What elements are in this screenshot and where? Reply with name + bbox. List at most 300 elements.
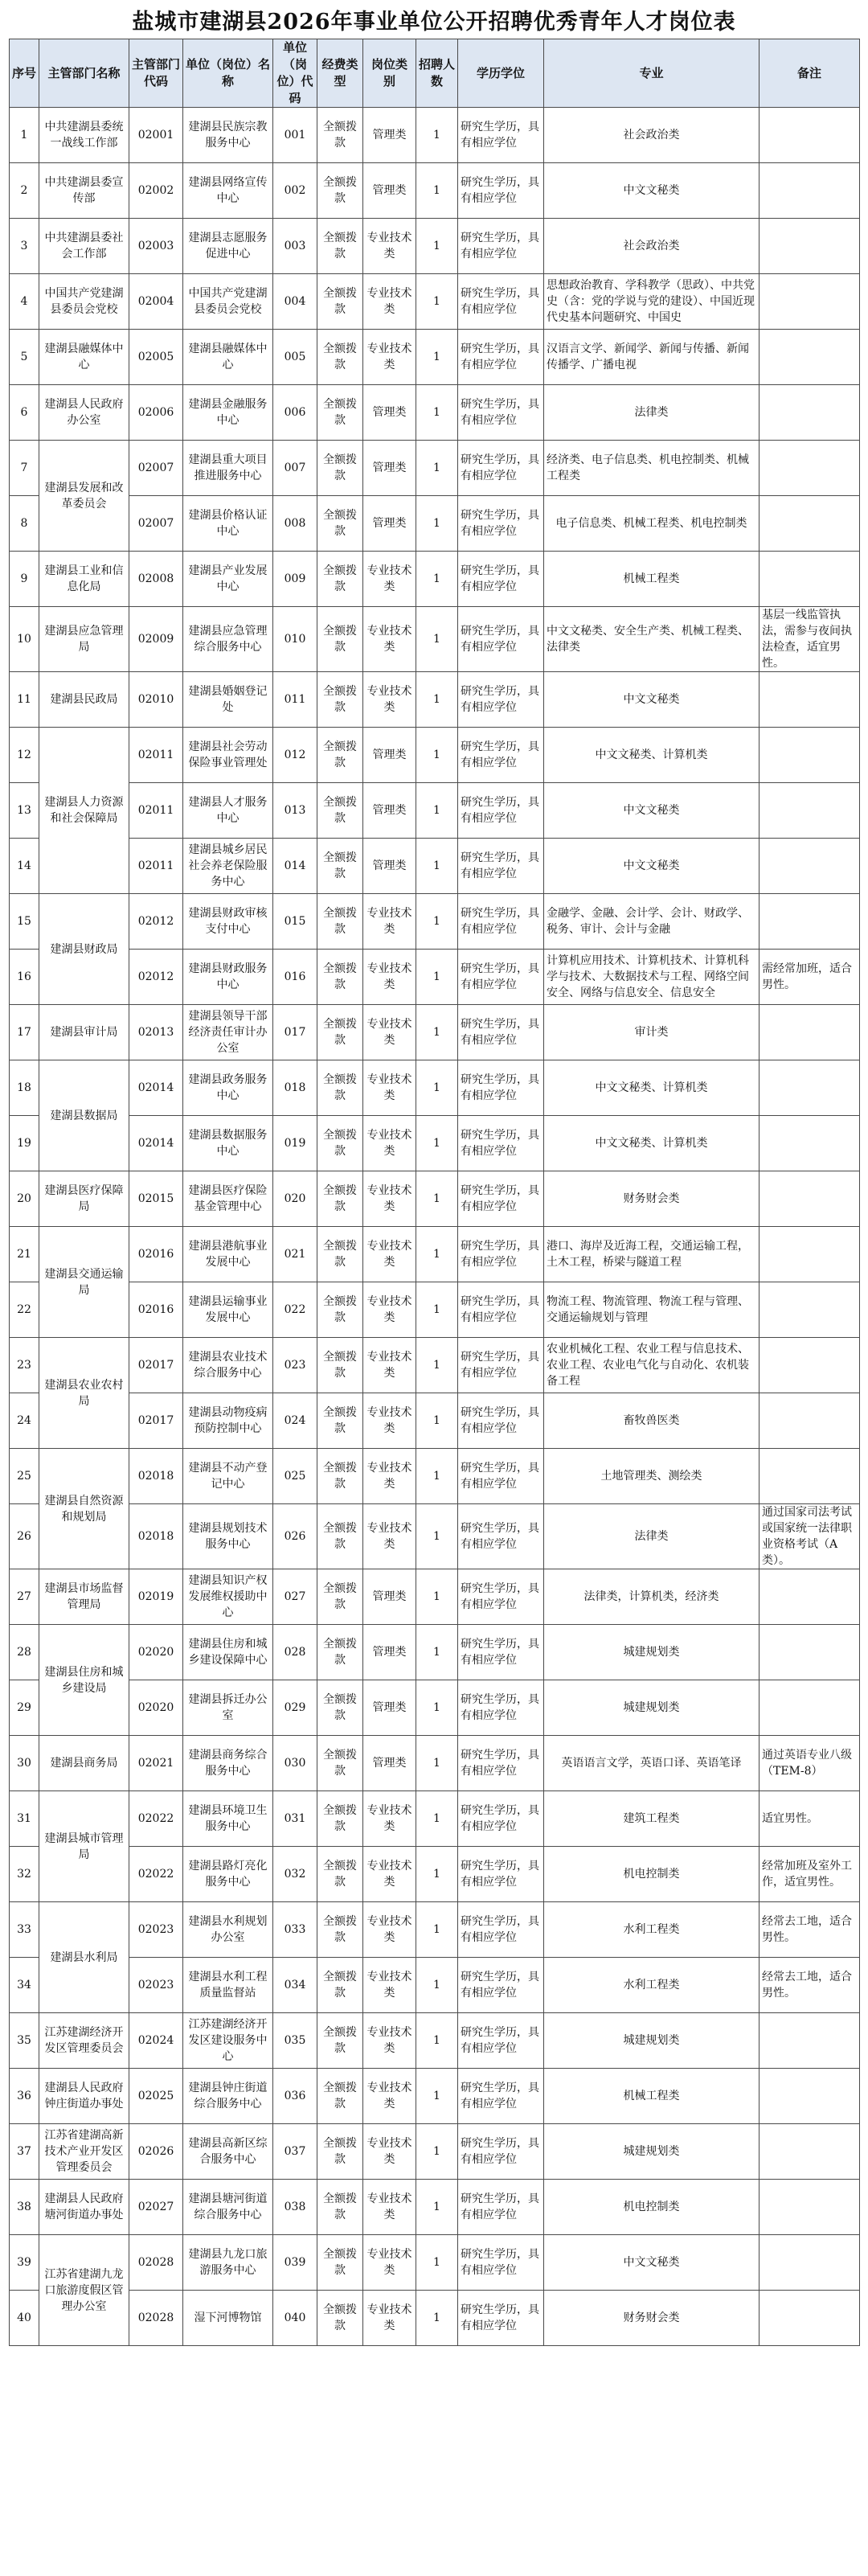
table-row [10, 1227, 860, 1282]
remarks [760, 219, 860, 274]
funding-type: 全额拨款 [317, 441, 363, 496]
unit-code: 007 [273, 441, 317, 496]
funding-type: 全额拨款 [317, 1569, 363, 1625]
department-code: 02012 [129, 894, 183, 950]
unit-code: 016 [273, 950, 317, 1005]
major-requirement: 法律类 [544, 1504, 760, 1569]
major-requirement: 审计类 [544, 1005, 760, 1060]
table-row [10, 1171, 860, 1227]
unit-code: 019 [273, 1116, 317, 1171]
unit-name: 建湖县融媒体中心 [183, 330, 273, 385]
department-code: 02016 [129, 1227, 183, 1282]
remarks [760, 552, 860, 607]
education-requirement: 研究生学历，具有相应学位 [458, 2235, 544, 2291]
row-number: 37 [10, 2124, 39, 2180]
unit-name: 建湖县政务服务中心 [183, 1060, 273, 1116]
column-header: 招聘人数 [416, 39, 458, 108]
major-requirement: 机电控制类 [544, 2180, 760, 2235]
education-requirement: 研究生学历，具有相应学位 [458, 728, 544, 783]
education-requirement: 研究生学历，具有相应学位 [458, 1393, 544, 1449]
remarks [760, 672, 860, 728]
document-page [9, 0, 859, 2346]
department-code: 02017 [129, 1338, 183, 1393]
row-number: 39 [10, 2235, 39, 2291]
unit-code: 027 [273, 1569, 317, 1625]
funding-type: 全额拨款 [317, 496, 363, 552]
remarks: 基层一线监管执法，需参与夜间执法检查，适宜男性。 [760, 607, 860, 672]
unit-code: 023 [273, 1338, 317, 1393]
row-number: 5 [10, 330, 39, 385]
remarks [760, 2235, 860, 2291]
row-number: 34 [10, 1958, 39, 2013]
major-requirement: 社会政治类 [544, 219, 760, 274]
unit-name: 建湖县商务综合服务中心 [183, 1736, 273, 1791]
remarks [760, 783, 860, 839]
unit-name: 建湖县水利规划办公室 [183, 1902, 273, 1958]
hiring-count: 1 [416, 839, 458, 894]
post-category: 管理类 [363, 783, 416, 839]
major-requirement: 机电控制类 [544, 1847, 760, 1902]
post-category: 专业技术类 [363, 219, 416, 274]
unit-code: 021 [273, 1227, 317, 1282]
hiring-count: 1 [416, 552, 458, 607]
education-requirement: 研究生学历，具有相应学位 [458, 1504, 544, 1569]
education-requirement: 研究生学历，具有相应学位 [458, 1282, 544, 1338]
unit-name: 建湖县民族宗教服务中心 [183, 108, 273, 163]
major-requirement: 港口、海岸及近海工程，交通运输工程，土木工程，桥梁与隧道工程 [544, 1227, 760, 1282]
remarks [760, 274, 860, 330]
row-number: 6 [10, 385, 39, 441]
major-requirement: 法律类 [544, 385, 760, 441]
table-row [10, 108, 860, 163]
unit-code: 011 [273, 672, 317, 728]
row-number: 21 [10, 1227, 39, 1282]
education-requirement: 研究生学历，具有相应学位 [458, 839, 544, 894]
department-name: 建湖县融媒体中心 [39, 330, 129, 385]
row-number: 40 [10, 2291, 39, 2346]
department-code: 02023 [129, 1902, 183, 1958]
department-code: 02010 [129, 672, 183, 728]
unit-name: 建湖县规划技术服务中心 [183, 1504, 273, 1569]
major-requirement: 金融学、金融、会计学、会计、财政学、税务、审计、会计与金融 [544, 894, 760, 950]
post-category: 专业技术类 [363, 1005, 416, 1060]
department-code: 02003 [129, 219, 183, 274]
department-name: 江苏省建湖九龙口旅游度假区管理办公室 [39, 2235, 129, 2346]
post-category: 管理类 [363, 728, 416, 783]
department-code: 02014 [129, 1060, 183, 1116]
row-number: 38 [10, 2180, 39, 2235]
remarks: 经常去工地，适合男性。 [760, 1902, 860, 1958]
education-requirement: 研究生学历，具有相应学位 [458, 950, 544, 1005]
department-code: 02012 [129, 950, 183, 1005]
table-row [10, 1569, 860, 1625]
hiring-count: 1 [416, 385, 458, 441]
department-name: 中共建湖县委统一战线工作部 [39, 108, 129, 163]
hiring-count: 1 [416, 1625, 458, 1680]
major-requirement: 中文文秘类、计算机类 [544, 1060, 760, 1116]
funding-type: 全额拨款 [317, 274, 363, 330]
hiring-count: 1 [416, 1569, 458, 1625]
row-number: 28 [10, 1625, 39, 1680]
table-row [10, 1060, 860, 1116]
row-number: 16 [10, 950, 39, 1005]
funding-type: 全额拨款 [317, 385, 363, 441]
unit-code: 025 [273, 1449, 317, 1504]
education-requirement: 研究生学历，具有相应学位 [458, 219, 544, 274]
funding-type: 全额拨款 [317, 2291, 363, 2346]
department-name: 建湖县数据局 [39, 1060, 129, 1171]
major-requirement: 畜牧兽医类 [544, 1393, 760, 1449]
post-category: 管理类 [363, 108, 416, 163]
funding-type: 全额拨款 [317, 1060, 363, 1116]
major-requirement: 机械工程类 [544, 2069, 760, 2124]
funding-type: 全额拨款 [317, 108, 363, 163]
remarks [760, 1393, 860, 1449]
row-number: 11 [10, 672, 39, 728]
unit-code: 002 [273, 163, 317, 219]
education-requirement: 研究生学历，具有相应学位 [458, 441, 544, 496]
remarks [760, 2180, 860, 2235]
hiring-count: 1 [416, 1227, 458, 1282]
department-code: 02001 [129, 108, 183, 163]
hiring-count: 1 [416, 728, 458, 783]
unit-name: 建湖县财政审核支付中心 [183, 894, 273, 950]
post-category: 专业技术类 [363, 1847, 416, 1902]
funding-type: 全额拨款 [317, 783, 363, 839]
unit-code: 033 [273, 1902, 317, 1958]
education-requirement: 研究生学历，具有相应学位 [458, 2291, 544, 2346]
hiring-count: 1 [416, 1116, 458, 1171]
hiring-count: 1 [416, 1171, 458, 1227]
column-header: 岗位类别 [363, 39, 416, 108]
education-requirement: 研究生学历，具有相应学位 [458, 163, 544, 219]
unit-code: 017 [273, 1005, 317, 1060]
remarks [760, 1060, 860, 1116]
post-category: 专业技术类 [363, 2235, 416, 2291]
department-code: 02005 [129, 330, 183, 385]
education-requirement: 研究生学历，具有相应学位 [458, 1680, 544, 1736]
hiring-count: 1 [416, 330, 458, 385]
unit-name: 建湖县水利工程质量监督站 [183, 1958, 273, 2013]
remarks: 需经常加班，适合男性。 [760, 950, 860, 1005]
table-row [10, 1449, 860, 1504]
post-category: 管理类 [363, 1680, 416, 1736]
hiring-count: 1 [416, 1680, 458, 1736]
post-category: 专业技术类 [363, 2124, 416, 2180]
hiring-count: 1 [416, 1791, 458, 1847]
row-number: 31 [10, 1791, 39, 1847]
major-requirement: 电子信息类、机械工程类、机电控制类 [544, 496, 760, 552]
table-row [10, 894, 860, 950]
column-header: 单位（岗位）代码 [273, 39, 317, 108]
remarks [760, 1680, 860, 1736]
funding-type: 全额拨款 [317, 728, 363, 783]
column-header: 单位（岗位）名称 [183, 39, 273, 108]
post-category: 管理类 [363, 1625, 416, 1680]
education-requirement: 研究生学历，具有相应学位 [458, 496, 544, 552]
unit-name: 建湖县财政服务中心 [183, 950, 273, 1005]
major-requirement: 社会政治类 [544, 108, 760, 163]
major-requirement: 农业机械化工程、农业工程与信息技术、农业工程、农业电气化与自动化、农机装备工程 [544, 1338, 760, 1393]
department-name: 中共建湖县委社会工作部 [39, 219, 129, 274]
unit-code: 004 [273, 274, 317, 330]
education-requirement: 研究生学历，具有相应学位 [458, 2124, 544, 2180]
unit-code: 020 [273, 1171, 317, 1227]
unit-code: 005 [273, 330, 317, 385]
unit-code: 006 [273, 385, 317, 441]
major-requirement: 物流工程、物流管理、物流工程与管理、交通运输规划与管理 [544, 1282, 760, 1338]
major-requirement: 水利工程类 [544, 1902, 760, 1958]
table-row [10, 1791, 860, 1847]
hiring-count: 1 [416, 1338, 458, 1393]
post-category: 专业技术类 [363, 1227, 416, 1282]
department-code: 02014 [129, 1116, 183, 1171]
education-requirement: 研究生学历，具有相应学位 [458, 1791, 544, 1847]
hiring-count: 1 [416, 894, 458, 950]
unit-name: 建湖县志愿服务促进中心 [183, 219, 273, 274]
education-requirement: 研究生学历，具有相应学位 [458, 2013, 544, 2069]
remarks [760, 1171, 860, 1227]
funding-type: 全额拨款 [317, 894, 363, 950]
remarks [760, 108, 860, 163]
department-name: 建湖县工业和信息化局 [39, 552, 129, 607]
unit-code: 014 [273, 839, 317, 894]
row-number: 32 [10, 1847, 39, 1902]
unit-code: 028 [273, 1625, 317, 1680]
education-requirement: 研究生学历，具有相应学位 [458, 894, 544, 950]
row-number: 26 [10, 1504, 39, 1569]
table-row [10, 1680, 860, 1736]
department-name: 建湖县财政局 [39, 894, 129, 1005]
post-category: 专业技术类 [363, 1171, 416, 1227]
table-row [10, 2235, 860, 2291]
department-code: 02017 [129, 1393, 183, 1449]
hiring-count: 1 [416, 163, 458, 219]
row-number: 35 [10, 2013, 39, 2069]
hiring-count: 1 [416, 783, 458, 839]
education-requirement: 研究生学历，具有相应学位 [458, 385, 544, 441]
remarks [760, 1005, 860, 1060]
row-number: 18 [10, 1060, 39, 1116]
table-row [10, 385, 860, 441]
table-row [10, 839, 860, 894]
department-code: 02022 [129, 1791, 183, 1847]
education-requirement: 研究生学历，具有相应学位 [458, 1902, 544, 1958]
unit-code: 012 [273, 728, 317, 783]
row-number: 33 [10, 1902, 39, 1958]
table-row [10, 950, 860, 1005]
table-row [10, 2291, 860, 2346]
education-requirement: 研究生学历，具有相应学位 [458, 1958, 544, 2013]
unit-code: 039 [273, 2235, 317, 2291]
table-row [10, 2180, 860, 2235]
funding-type: 全额拨款 [317, 839, 363, 894]
table-header-row [10, 39, 860, 108]
department-name: 建湖县水利局 [39, 1902, 129, 2013]
department-name: 建湖县应急管理局 [39, 607, 129, 672]
department-code: 02007 [129, 496, 183, 552]
unit-name: 建湖县金融服务中心 [183, 385, 273, 441]
hiring-count: 1 [416, 2013, 458, 2069]
department-code: 02024 [129, 2013, 183, 2069]
post-category: 专业技术类 [363, 1338, 416, 1393]
department-code: 02018 [129, 1504, 183, 1569]
recruitment-table [9, 39, 860, 2346]
funding-type: 全额拨款 [317, 1847, 363, 1902]
unit-code: 022 [273, 1282, 317, 1338]
table-row [10, 1958, 860, 2013]
major-requirement: 中文文秘类、计算机类 [544, 1116, 760, 1171]
unit-name: 建湖县应急管理综合服务中心 [183, 607, 273, 672]
remarks [760, 1569, 860, 1625]
education-requirement: 研究生学历，具有相应学位 [458, 1338, 544, 1393]
funding-type: 全额拨款 [317, 1791, 363, 1847]
funding-type: 全额拨款 [317, 2069, 363, 2124]
department-name: 建湖县医疗保障局 [39, 1171, 129, 1227]
education-requirement: 研究生学历，具有相应学位 [458, 2069, 544, 2124]
post-category: 专业技术类 [363, 1902, 416, 1958]
remarks [760, 839, 860, 894]
unit-name: 建湖县产业发展中心 [183, 552, 273, 607]
department-code: 02004 [129, 274, 183, 330]
funding-type: 全额拨款 [317, 2180, 363, 2235]
row-number: 8 [10, 496, 39, 552]
hiring-count: 1 [416, 1060, 458, 1116]
table-row [10, 2013, 860, 2069]
major-requirement: 中文文秘类 [544, 2235, 760, 2291]
post-category: 专业技术类 [363, 2180, 416, 2235]
education-requirement: 研究生学历，具有相应学位 [458, 607, 544, 672]
remarks [760, 728, 860, 783]
funding-type: 全额拨款 [317, 1338, 363, 1393]
funding-type: 全额拨款 [317, 607, 363, 672]
row-number: 24 [10, 1393, 39, 1449]
remarks: 适宜男性。 [760, 1791, 860, 1847]
row-number: 9 [10, 552, 39, 607]
hiring-count: 1 [416, 1958, 458, 2013]
unit-name: 建湖县动物疫病预防控制中心 [183, 1393, 273, 1449]
column-header: 主管部门代码 [129, 39, 183, 108]
hiring-count: 1 [416, 1504, 458, 1569]
table-row [10, 1338, 860, 1393]
row-number: 19 [10, 1116, 39, 1171]
row-number: 15 [10, 894, 39, 950]
funding-type: 全额拨款 [317, 2235, 363, 2291]
department-code: 02021 [129, 1736, 183, 1791]
post-category: 管理类 [363, 839, 416, 894]
column-header: 学历学位 [458, 39, 544, 108]
row-number: 2 [10, 163, 39, 219]
hiring-count: 1 [416, 1847, 458, 1902]
hiring-count: 1 [416, 672, 458, 728]
post-category: 专业技术类 [363, 607, 416, 672]
major-requirement: 思想政治教育、学科教学（思政）、中共党史（含：党的学说与党的建设）、中国近现代史基本问题研究、中国史 [544, 274, 760, 330]
funding-type: 全额拨款 [317, 330, 363, 385]
column-header: 经费类型 [317, 39, 363, 108]
table-row [10, 274, 860, 330]
row-number: 7 [10, 441, 39, 496]
unit-name: 建湖县路灯亮化服务中心 [183, 1847, 273, 1902]
unit-name: 建湖县塘河街道综合服务中心 [183, 2180, 273, 2235]
education-requirement: 研究生学历，具有相应学位 [458, 1005, 544, 1060]
major-requirement: 城建规划类 [544, 1680, 760, 1736]
unit-code: 031 [273, 1791, 317, 1847]
unit-name: 江苏建湖经济开发区建设服务中心 [183, 2013, 273, 2069]
unit-code: 013 [273, 783, 317, 839]
table-row [10, 219, 860, 274]
hiring-count: 1 [416, 1449, 458, 1504]
row-number: 12 [10, 728, 39, 783]
row-number: 27 [10, 1569, 39, 1625]
unit-name: 建湖县医疗保险基金管理中心 [183, 1171, 273, 1227]
unit-name: 建湖县运输事业发展中心 [183, 1282, 273, 1338]
post-category: 专业技术类 [363, 672, 416, 728]
department-code: 02015 [129, 1171, 183, 1227]
remarks [760, 2069, 860, 2124]
funding-type: 全额拨款 [317, 1958, 363, 2013]
row-number: 4 [10, 274, 39, 330]
hiring-count: 1 [416, 607, 458, 672]
unit-code: 018 [273, 1060, 317, 1116]
unit-name: 建湖县钟庄街道综合服务中心 [183, 2069, 273, 2124]
post-category: 专业技术类 [363, 894, 416, 950]
education-requirement: 研究生学历，具有相应学位 [458, 1171, 544, 1227]
unit-name: 建湖县港航事业发展中心 [183, 1227, 273, 1282]
table-row [10, 1116, 860, 1171]
row-number: 36 [10, 2069, 39, 2124]
post-category: 专业技术类 [363, 2013, 416, 2069]
department-code: 02020 [129, 1625, 183, 1680]
department-name: 建湖县市场监督管理局 [39, 1569, 129, 1625]
unit-code: 034 [273, 1958, 317, 2013]
unit-name: 建湖县住房和城乡建设保障中心 [183, 1625, 273, 1680]
department-name: 建湖县人民政府钟庄街道办事处 [39, 2069, 129, 2124]
unit-code: 003 [273, 219, 317, 274]
column-header: 专业 [544, 39, 760, 108]
major-requirement: 法律类，计算机类，经济类 [544, 1569, 760, 1625]
row-number: 29 [10, 1680, 39, 1736]
hiring-count: 1 [416, 1902, 458, 1958]
major-requirement: 中文文秘类 [544, 839, 760, 894]
column-header: 主管部门名称 [39, 39, 129, 108]
row-number: 17 [10, 1005, 39, 1060]
hiring-count: 1 [416, 2291, 458, 2346]
funding-type: 全额拨款 [317, 1005, 363, 1060]
remarks: 经常去工地，适合男性。 [760, 1958, 860, 2013]
major-requirement: 中文文秘类、计算机类 [544, 728, 760, 783]
hiring-count: 1 [416, 219, 458, 274]
unit-name: 建湖县知识产权发展维权援助中心 [183, 1569, 273, 1625]
education-requirement: 研究生学历，具有相应学位 [458, 274, 544, 330]
department-code: 02009 [129, 607, 183, 672]
major-requirement: 经济类、电子信息类、机电控制类、机械工程类 [544, 441, 760, 496]
unit-name: 建湖县城乡居民社会养老保险服务中心 [183, 839, 273, 894]
unit-code: 030 [273, 1736, 317, 1791]
department-code: 02026 [129, 2124, 183, 2180]
unit-code: 036 [273, 2069, 317, 2124]
department-name: 建湖县人力资源和社会保障局 [39, 728, 129, 894]
unit-name: 中国共产党建湖县委员会党校 [183, 274, 273, 330]
department-name: 建湖县发展和改革委员会 [39, 441, 129, 552]
education-requirement: 研究生学历，具有相应学位 [458, 1116, 544, 1171]
row-number: 10 [10, 607, 39, 672]
funding-type: 全额拨款 [317, 950, 363, 1005]
department-code: 02008 [129, 552, 183, 607]
department-code: 02020 [129, 1680, 183, 1736]
unit-name: 建湖县高新区综合服务中心 [183, 2124, 273, 2180]
department-name: 建湖县农业农村局 [39, 1338, 129, 1449]
remarks [760, 894, 860, 950]
